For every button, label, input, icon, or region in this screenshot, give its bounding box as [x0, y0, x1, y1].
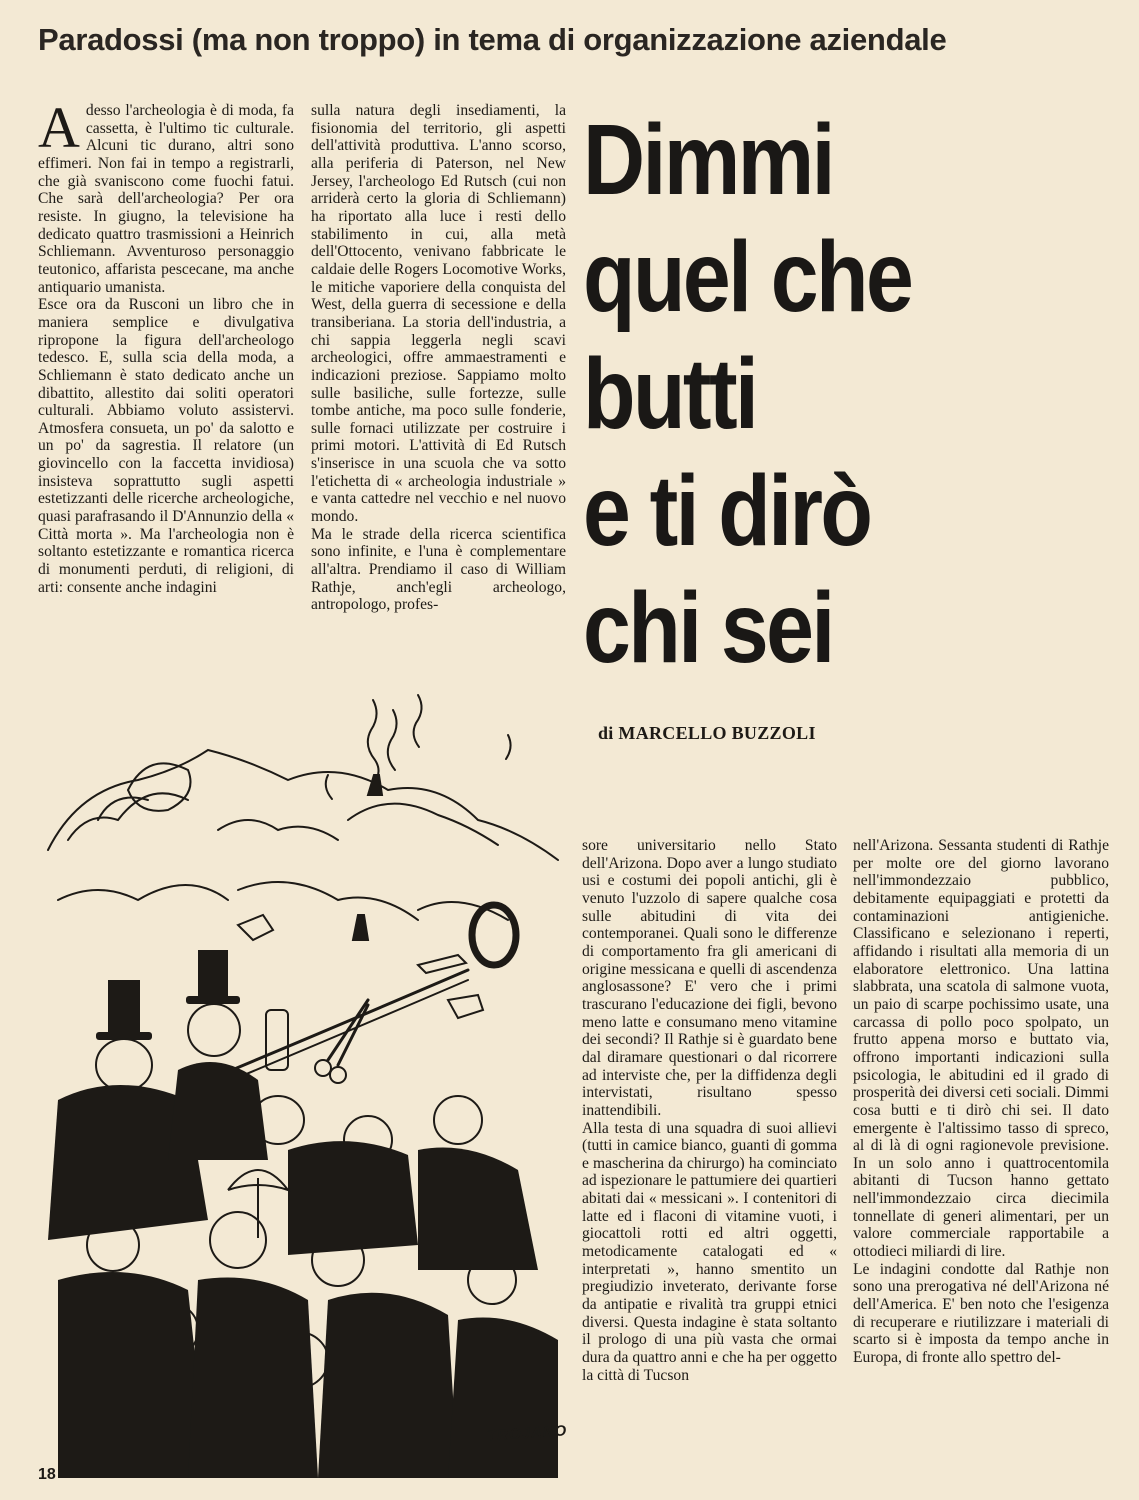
- article-column-3: [582, 837, 837, 1477]
- illustrator-signature: TROJANO: [486, 1422, 568, 1445]
- article-paragraph: nell'Arizona. Sessanta studenti di Rathje per molte ore del giorno lavorano nell'immondezzaio pubblico, debitamente equipaggiati e protetti da contaminazioni antigieniche. Classificano e selezionano i reperti, affidando i risultati alla memoria di un elaboratore elettronico. Una lattina slabbrata, una scatola di salmone vuota, un paio di scarpe pochissimo usate, una carcassa di pollo poco spolpato, un frutto appena morso e buttato via, offrono importanti indicazioni sulla psicologia, le abitudini ed il grado di prosperità dei diversi ceti sociali. Dimmi cosa butti e ti dirò chi sei. Il dato emergente è l'altissimo tasso di spreco, al di là di ogni ragionevole previsione. In un solo anno i quattrocentomila abitanti di Tucson hanno gettato nell'immondezzaio circa diecimila tonnellate di generi alimentari, per un valore commerciale rapportabile a ottodieci miliardi di lire.: [853, 837, 1109, 1261]
- article-paragraph: Le indagini condotte dal Rathje non sono una prerogativa né dell'Arizona né dell'America. E' ben noto che l'esigenza di recuperare e riutilizzare i materiali di scarto si è imposta da tempo anche in Europa, di fronte allo spettro del-: [853, 1260, 1109, 1367]
- page-number: 18: [38, 1466, 56, 1483]
- headline-line: e ti dirò: [583, 455, 871, 567]
- article-kicker: Paradossi (ma non troppo) in tema di organizzazione aziendale: [38, 22, 947, 57]
- headline: [583, 102, 1052, 687]
- headline-line: butti: [583, 338, 757, 450]
- article-column-4: [853, 837, 1109, 1477]
- article-paragraph: Alla testa di una squadra di suoi allievi (tutti in camice bianco, guanti di gomma e mascherina da chirurgo) ha cominciato ad ispezionare le pattumiere dei quartieri abitati dai « messicani ». I contenitori di latte ed i flaconi di vitamine vuoti, i giocattoli rotti ed altri oggetti, metodicamente catalogati ed « interpretati », hanno smentito un pregiudizio inveterato, derivante forse da antipatie e rivalità tra gruppi etnici diversi. Questa indagine è stata soltanto il prologo di una più vasta che ormai dura da quattro anni e che ha per oggetto la città di Tucson: [582, 1119, 837, 1384]
- article-paragraph: Esce ora da Rusconi un libro che in maniera semplice e divulgativa ripropone la figura dell'archeologo tedesco. E, sulla scia della moda, a Schliemann è stato dedicato anche un dibattito, allestito dai soliti operatori culturali. Abbiamo voluto assistervi. Atmosfera consueta, un po' da salotto e un po' da sagrestia. Il relatore (un giovincello con la faccetta invidiosa) insisteva soprattutto sugli aspetti estetizzanti delle ricerche archeologiche, quasi parafrasando il D'Annunzio della « Città morta ». Ma l'archeologia non è soltanto estetizzante e romantica ricerca di monumenti perduti, di religioni, di arti: consente anche indagini: [38, 296, 294, 596]
- article-paragraph: Ma le strade della ricerca scientifica sono infinite, e l'una è complementare all'altra. Prendiamo il caso di William Rathje, anch'egli archeologo, antropologo, profes-: [311, 525, 566, 614]
- headline-line: chi sei: [583, 572, 833, 684]
- headline-line: Dimmi: [583, 104, 833, 216]
- article-paragraph: sulla natura degli insediamenti, la fisionomia del territorio, gli aspetti dell'attività produttiva. L'anno scorso, alla periferia di Paterson, nel New Jersey, l'archeologo Ed Rutsch (cui non arriderà certo la gloria di Schliemann) ha riportato alla luce i resti dello stabilimento in cui, alla metà dell'Ottocento, venivano fabbricate le caldaie delle Rogers Locomotive Works, le mitiche vaporiere della conquista del West, della guerra di secessione e della transiberiana. La storia dell'industria, a chi sappia leggerla negli scavi archeologici, offre ammaestramenti e indicazioni preziose. Sappiamo molto sulle basiliche, sulle fortezze, sulle tombe antiche, ma poco sulle fonderie, sulle fornaci utilizzate per costruire i primi motori. L'attività di Ed Rutsch s'inserisce in una scuola che va sotto l'etichetta di « archeologia industriale » e vanta cattedre nel vecchio e nel nuovo mondo.: [311, 102, 566, 526]
- article-paragraph: sore universitario nello Stato dell'Arizona. Dopo aver a lungo studiato usi e costumi dei popoli antichi, gli è venuto l'uzzolo di sapere qualche cosa sulle abitudini di vita dei contemporanei. Quali sono le differenze di comportamento fra gli americani di origine messicana e quelli di ascendenza anglosassone? E' vero che i primi trascurano l'educazione dei figli, bevono meno latte e consumano meno vitamine dei secondi? Il Rathje si è guardato bene dal diramare questionari o dal ricorrere ad interviste che, per la diffidenza degli intervistati, risultano spesso inattendibili.: [582, 837, 837, 1119]
- headline-line: quel che: [583, 221, 912, 333]
- paragraph-text: desso l'archeologia è di moda, fa cassetta, è l'ultimo tic culturale. Alcuni tic durano, altri sono effimeri. Non fai in tempo a registrarli, che già svaniscono come fuochi fatui. Che sarà dell'archeologia? Per ora resiste. In giugno, la televisione ha dedicato quattro trasmissioni a Heinrich Schliemann. Avventuroso personaggio teutonico, affarista pescecane, ma anche antiquario umanista.: [38, 102, 294, 296]
- drop-cap: A: [38, 102, 80, 160]
- cartoon-illustration: [38, 680, 573, 1478]
- byline: di MARCELLO BUZZOLI: [598, 723, 816, 743]
- article-column-1: [38, 102, 294, 662]
- article-paragraph: [38, 102, 294, 296]
- article-column-2: [311, 102, 566, 662]
